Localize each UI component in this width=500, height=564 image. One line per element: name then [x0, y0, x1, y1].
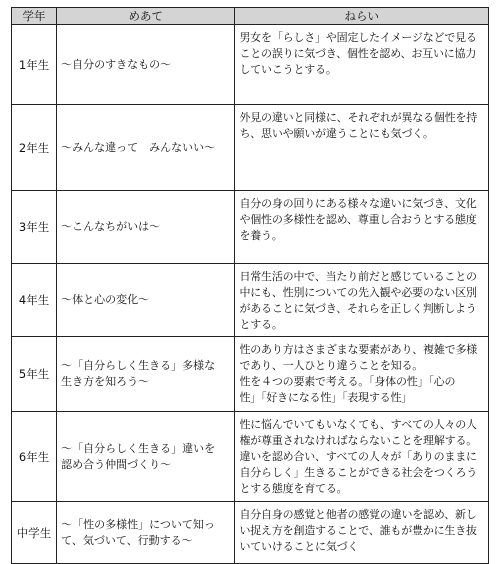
header-theme: めあて — [57, 8, 235, 25]
theme-cell: 〜「性の多様性」について知っ て、気づいて、行動する〜 — [57, 502, 235, 564]
table-body — [12, 25, 489, 564]
table-row — [12, 105, 489, 191]
table-row — [12, 264, 489, 337]
goal-cell: 外見の違いと同様に、それぞれが異なる個性を持 ち、思いや願いが違うことにも気づく。 — [235, 105, 489, 191]
theme-cell: 〜体と心の変化〜 — [57, 264, 235, 337]
goal-cell: 日常生活の中で、当たり前だと感じていることの 中にも、性別についての先入観や必要のない区別 があることに気づき、それらを正しく判断しよう とする。 — [235, 264, 489, 337]
table-row — [12, 25, 489, 105]
grade-cell: 1年生 — [12, 25, 57, 105]
curriculum-table — [11, 7, 489, 564]
goal-cell: 性に悩んでいてもいなくても、すべての人々の人 権が尊重されなければならないことを理解する。 違いを認め合い、すべての人々が「ありのままに 自分らしく」生きることができる社会をつくろう とする態度を育てる。 — [235, 412, 489, 502]
table-row — [12, 502, 489, 564]
grade-cell: 4年生 — [12, 264, 57, 337]
header-goal: ねらい — [235, 8, 489, 25]
theme-cell: 〜自分のすきなもの〜 — [57, 25, 235, 105]
table-row — [12, 412, 489, 502]
grade-cell: 3年生 — [12, 191, 57, 264]
table-header — [12, 8, 489, 25]
table-row — [12, 337, 489, 412]
theme-cell: 〜みんな違って みんないい〜 — [57, 105, 235, 191]
grade-cell: 5年生 — [12, 337, 57, 412]
goal-cell: 自分自身の感覚と他者の感覚の違いを認め、新し い捉え方を創造することで、誰もが豊かに生き抜 いていけることに気づく — [235, 502, 489, 564]
table-row — [12, 191, 489, 264]
grade-cell: 中学生 — [12, 502, 57, 564]
theme-cell: 〜こんなちがいは〜 — [57, 191, 235, 264]
goal-cell: 自分の身の回りにある様々な違いに気づき、文化 や個性の多様性を認め、尊重し合おうとする態度 を養う。 — [235, 191, 489, 264]
header-grade: 学年 — [12, 8, 57, 25]
goal-cell: 男女を「らしさ」や固定したイメージなどで見る ことの誤りに気づき、個性を認め、お互いに協力 していこうとする。 — [235, 25, 489, 105]
theme-cell: 〜「自分らしく生きる」違いを 認め合う仲間づくり〜 — [57, 412, 235, 502]
grade-cell: 6年生 — [12, 412, 57, 502]
grade-cell: 2年生 — [12, 105, 57, 191]
theme-cell: 〜「自分らしく生きる」多様な 生き方を知ろう〜 — [57, 337, 235, 412]
goal-cell: 性のあり方はさまざまな要素があり、複雑で多様 であり、一人ひとり違うことを知る。 性を４つの要素で考える。「身体の性」「心の 性」「好きになる性」「表現する性」 — [235, 337, 489, 412]
header-row — [12, 8, 489, 25]
